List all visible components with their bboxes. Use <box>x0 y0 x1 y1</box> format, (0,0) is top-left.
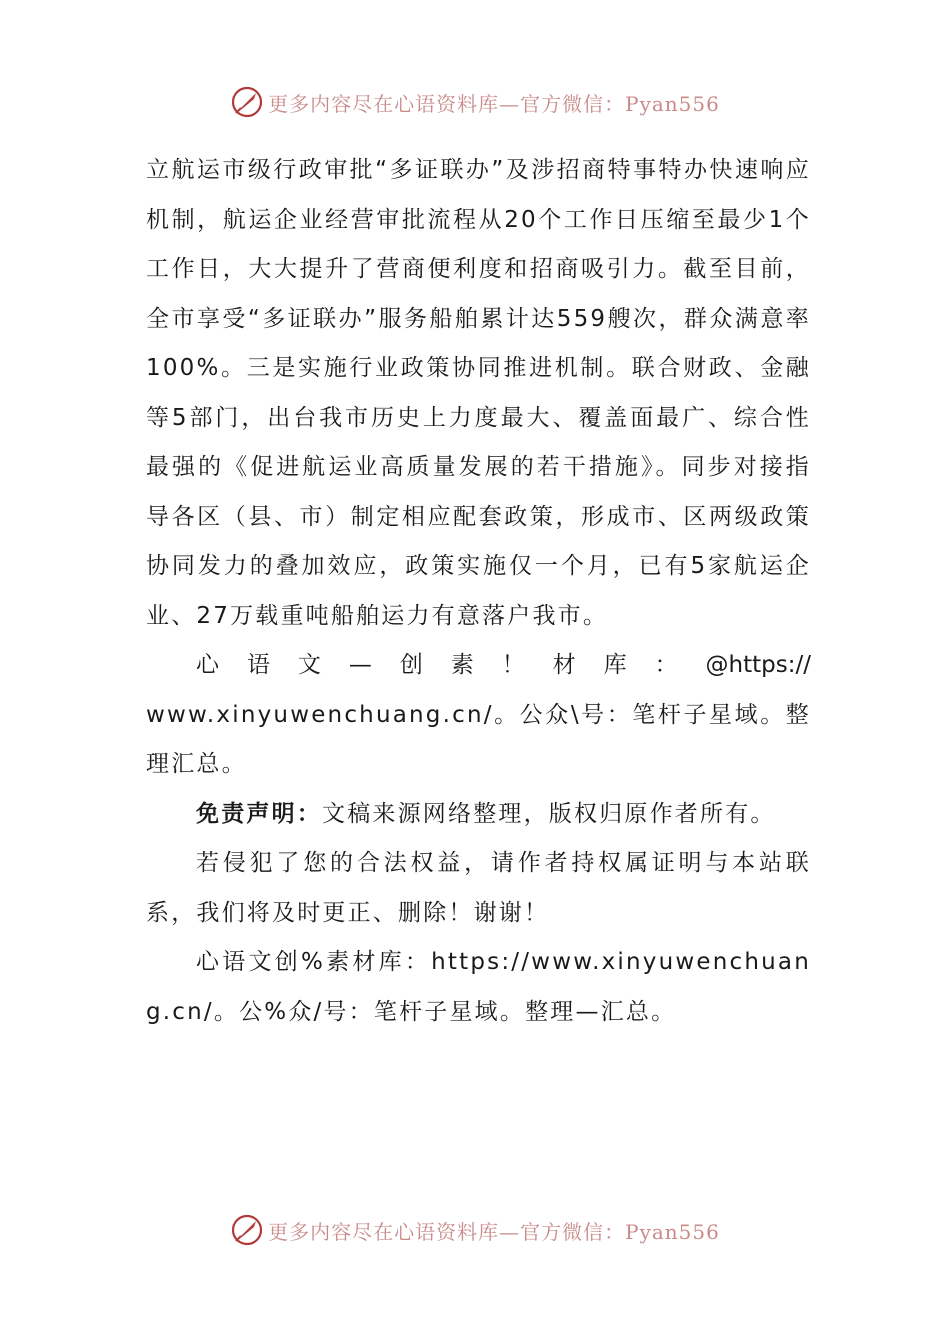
disclaimer-label: 免责声明： <box>196 800 322 827</box>
source-line-1: 心语文—创素！材库：@https:// <box>196 652 811 678</box>
quill-pen-logo-icon <box>230 85 264 119</box>
document-body <box>146 146 811 1037</box>
quill-pen-logo-icon <box>230 1213 264 1247</box>
footer-wechat-id: Pyan556 <box>625 1219 720 1244</box>
source-line-2: www.xinyuwenchuang.cn/。公众\号：笔杆子星域。整理汇总。 <box>146 701 811 777</box>
disclaimer-text: 文稿来源网络整理，版权归原作者所有。 <box>322 800 776 827</box>
footer-banner <box>0 1210 950 1250</box>
main-paragraph: 立航运市级行政审批“多证联办”及涉招商特事特办快速响应机制，航运企业经营审批流程从20个工作日压缩至最少1个工作日，大大提升了营商便利度和招商吸引力。截至目前，全市享受“多证联办”服务船舶累计达559艘次，群众满意率100%。三是实施行业政策协同推进机制。联合财政、金融等5部门，出台我市历史上力度最大、覆盖面最广、综合性最强的《促进航运业高质量发展的若干措施》。同步对接指导各区（县、市）制定相应配套政策，形成市、区两级政策协同发力的叠加效应，政策实施仅一个月，已有5家航运企业、27万载重吨船舶运力有意落户我市。 <box>146 157 811 629</box>
header-wechat-id: Pyan556 <box>625 91 720 116</box>
source-footer: 心语文创%素材库：https://www.xinyuwenchuang.cn/。公%众/号：笔杆子星域。整理—汇总。 <box>146 949 811 1025</box>
notice-paragraph: 若侵犯了您的合法权益，请作者持权属证明与本站联系，我们将及时更正、删除！谢谢！ <box>146 850 811 926</box>
header-banner-text: 更多内容尽在心语资料库—官方微信：Pyan556 <box>268 91 720 116</box>
disclaimer-paragraph <box>146 790 811 840</box>
footer-banner-text: 更多内容尽在心语资料库—官方微信：Pyan556 <box>268 1219 720 1244</box>
header-banner <box>0 82 950 122</box>
